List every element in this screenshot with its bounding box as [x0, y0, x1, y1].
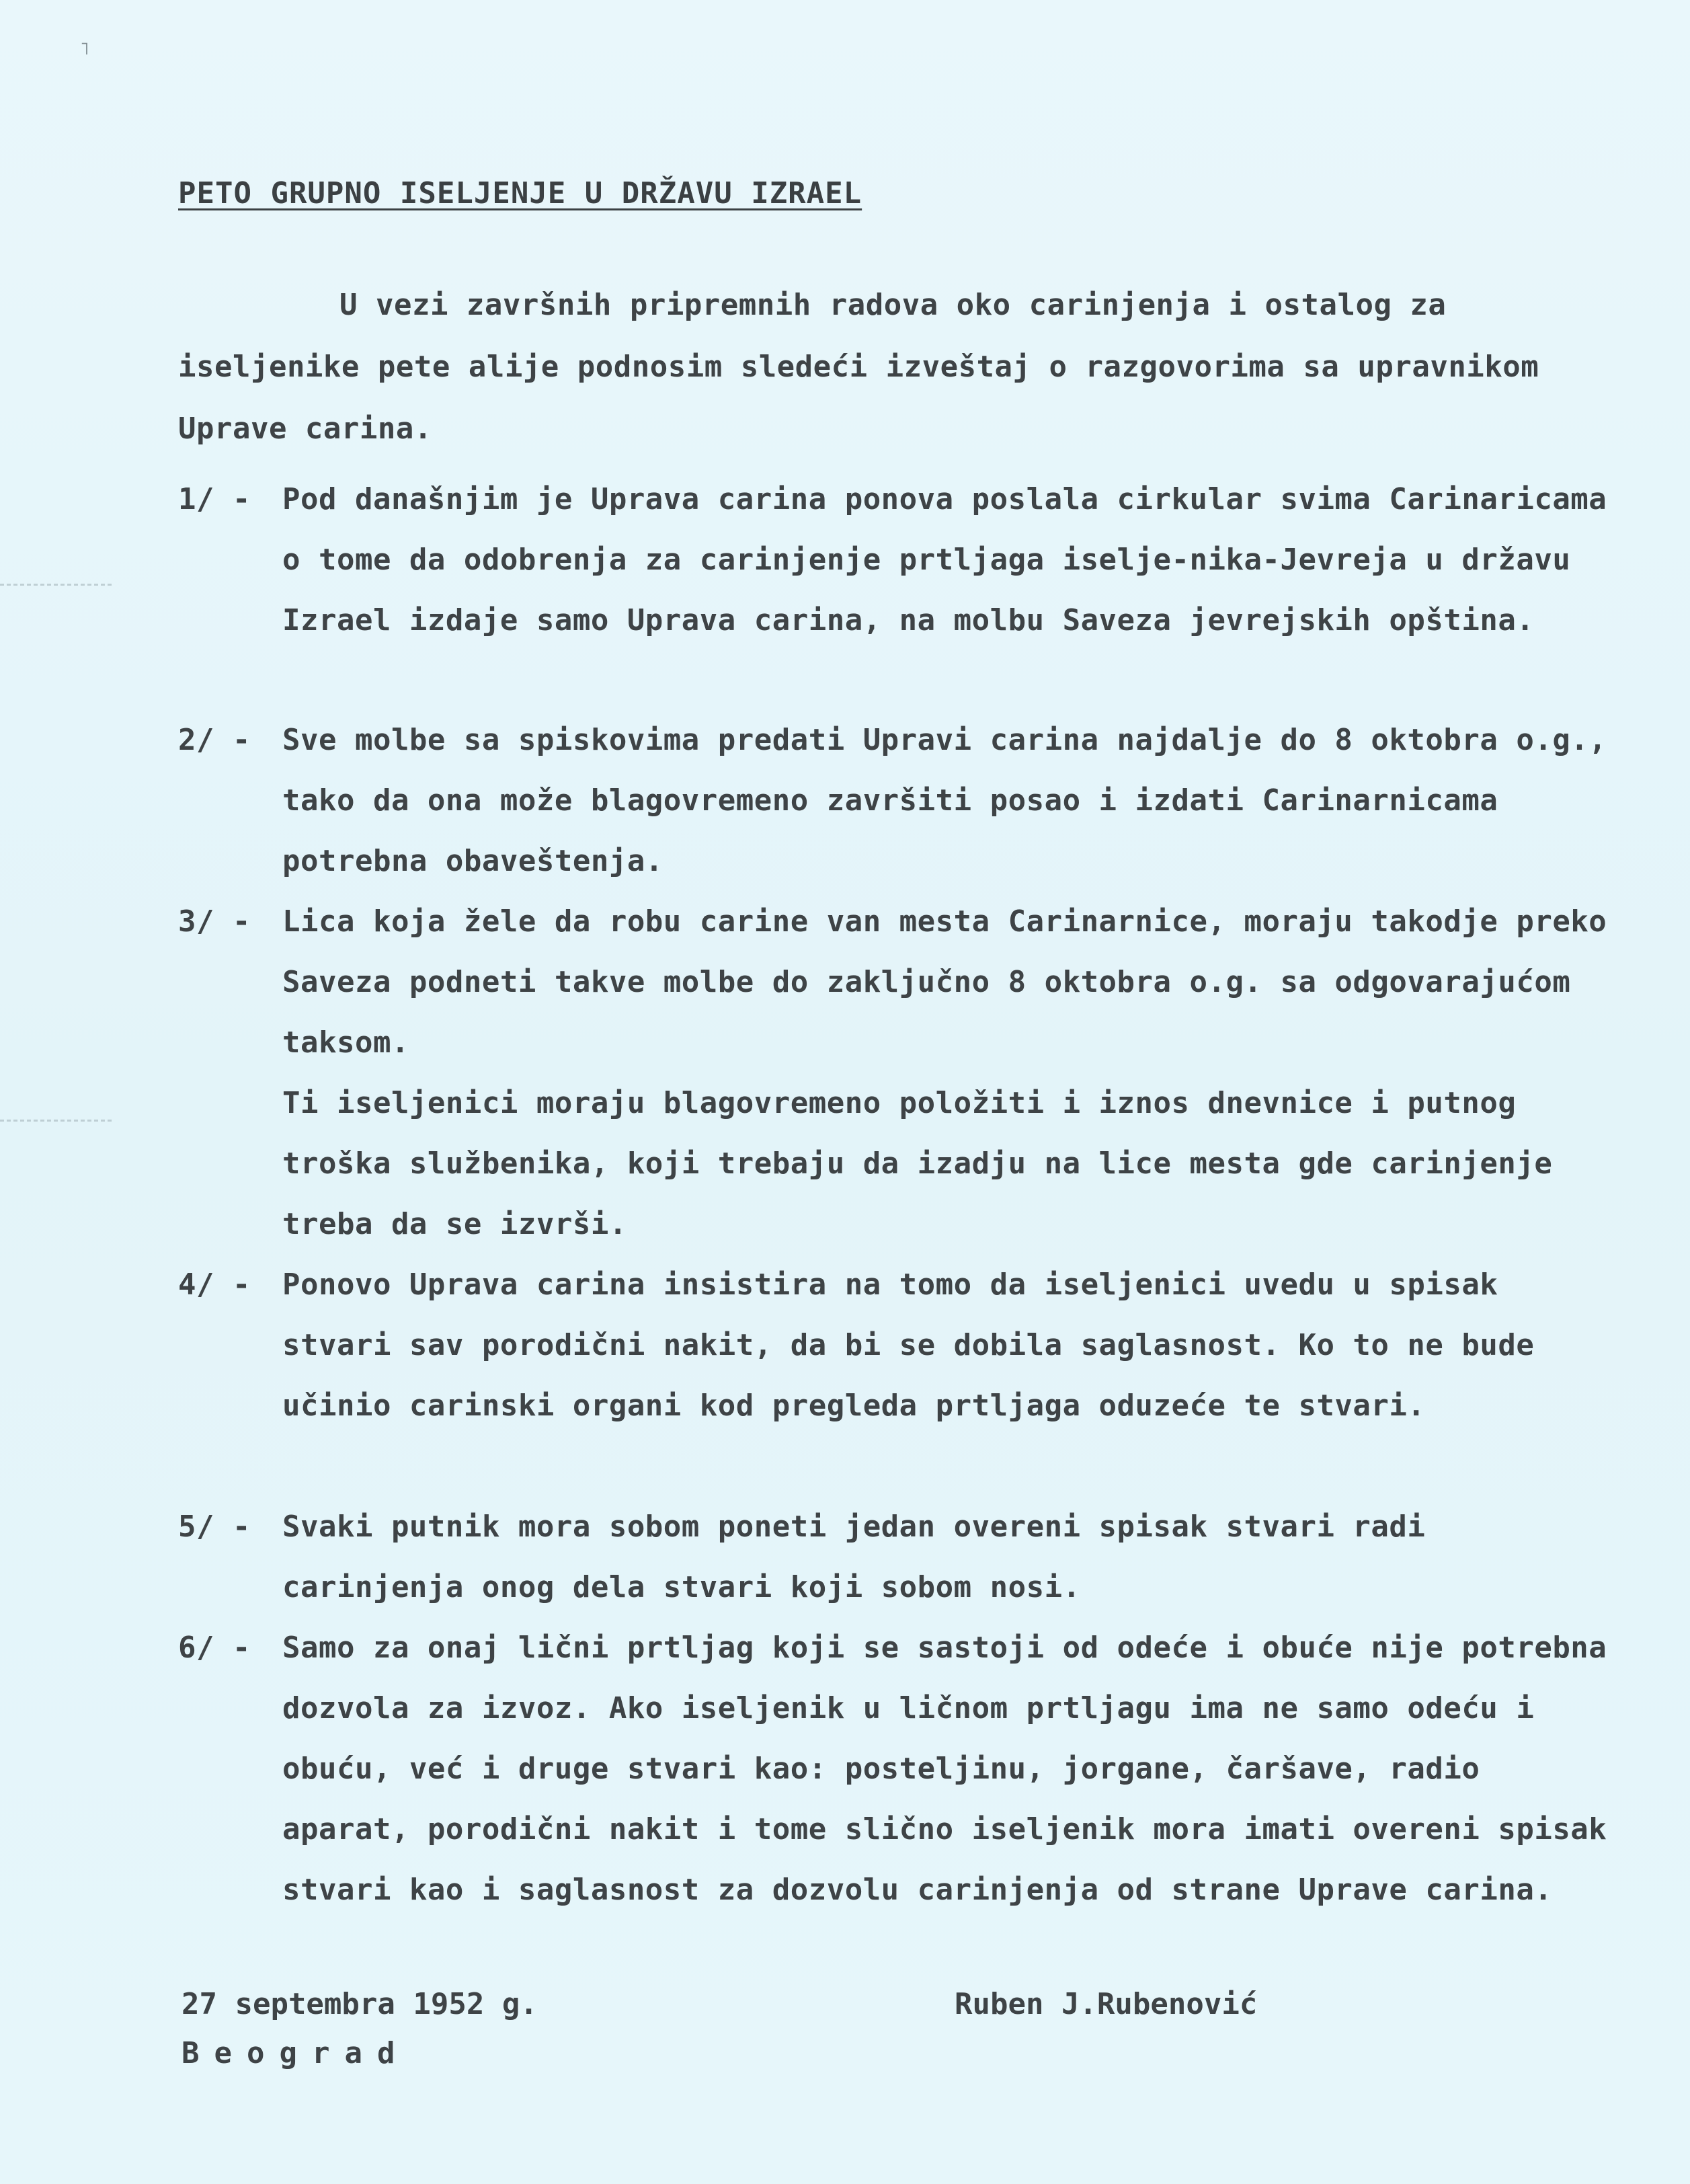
list-item [178, 1255, 1617, 1436]
intro-paragraph: U vezi završnih pripremnih radova oko carinjenja i ostalog za iseljenike pete alije podnosim sledeći izveštaj o razgovorima sa upravnikom Uprave carina. [178, 288, 1539, 446]
list-item [178, 469, 1617, 651]
margin-mark [0, 1120, 114, 1122]
item-text: Samo za onaj lični prtljag koji se sastoji od odeće i obuće nije potrebna dozvola za izvoz. Ako iseljenik u ličnom prtljagu ima ne samo odeću i obuću, već i druge stvari kao: posteljinu, jorgane, čaršave, radio aparat, porodični nakit i tome slično iseljenik mora imati overeni spisak stvari kao i saglasnost za dozvolu carinjenja od strane Uprave carina. [282, 1631, 1607, 1907]
corner-tick-mark: ˥ [79, 39, 90, 59]
item-text: Pod današnjim je Uprava carina ponova poslala cirkular svima Carinaricama o tome da odobrenja za carinjenje prtljaga iselje-nika-Jevreja u državu Izrael izdaje samo Uprava carina, na molbu Saveza jevrejskih opština. [282, 482, 1607, 637]
item-number: 5/ - [178, 1510, 251, 1544]
item-text: Svaki putnik mora sobom poneti jedan overeni spisak stvari radi carinjenja onog dela stvari koji sobom nosi. [282, 1510, 1426, 1604]
document-date: 27 septembra 1952 g. [182, 1987, 538, 2021]
item-text: Ponovo Uprava carina insistira na tomo da iseljenici uvedu u spisak stvari sav porodični nakit, da bi se dobila saglasnost. Ko to ne bude učinio carinski organi kod pregleda prtljaga oduzeće te stvari. [282, 1268, 1535, 1423]
item-text: Sve molbe sa spiskovima predati Upravi carina najdalje do 8 oktobra o.g., tako da ona može blagovremeno završiti posao i izdati Carinarnicama potrebna obaveštenja. [282, 723, 1607, 878]
item-number: 4/ - [178, 1268, 251, 1302]
item-number: 6/ - [178, 1631, 251, 1665]
item-text-continued: Ti iseljenici moraju blagovremeno položiti i iznos dnevnice i putnog troška službenika, koji trebaju da izadju na lice mesta gde carinjenje treba da se izvrši. [282, 1086, 1553, 1241]
item-number: 2/ - [178, 723, 251, 757]
document-title: PETO GRUPNO ISELJENJE U DRŽAVU IZRAEL [178, 176, 862, 210]
margin-mark [0, 584, 114, 586]
list-item [178, 892, 1617, 1255]
item-number: 1/ - [178, 482, 251, 516]
item-number: 3/ - [178, 904, 251, 939]
list-item [178, 710, 1617, 892]
document-place: Beograd [182, 2036, 410, 2070]
list-item [178, 1497, 1617, 1618]
author-signature: Ruben J.Rubenović [955, 1987, 1258, 2021]
list-item [178, 1618, 1617, 1920]
item-text: Lica koja žele da robu carine van mesta Carinarnice, moraju takodje preko Saveza podneti takve molbe do zaključno 8 oktobra o.g. sa odgovarajućom taksom. [282, 904, 1607, 1060]
